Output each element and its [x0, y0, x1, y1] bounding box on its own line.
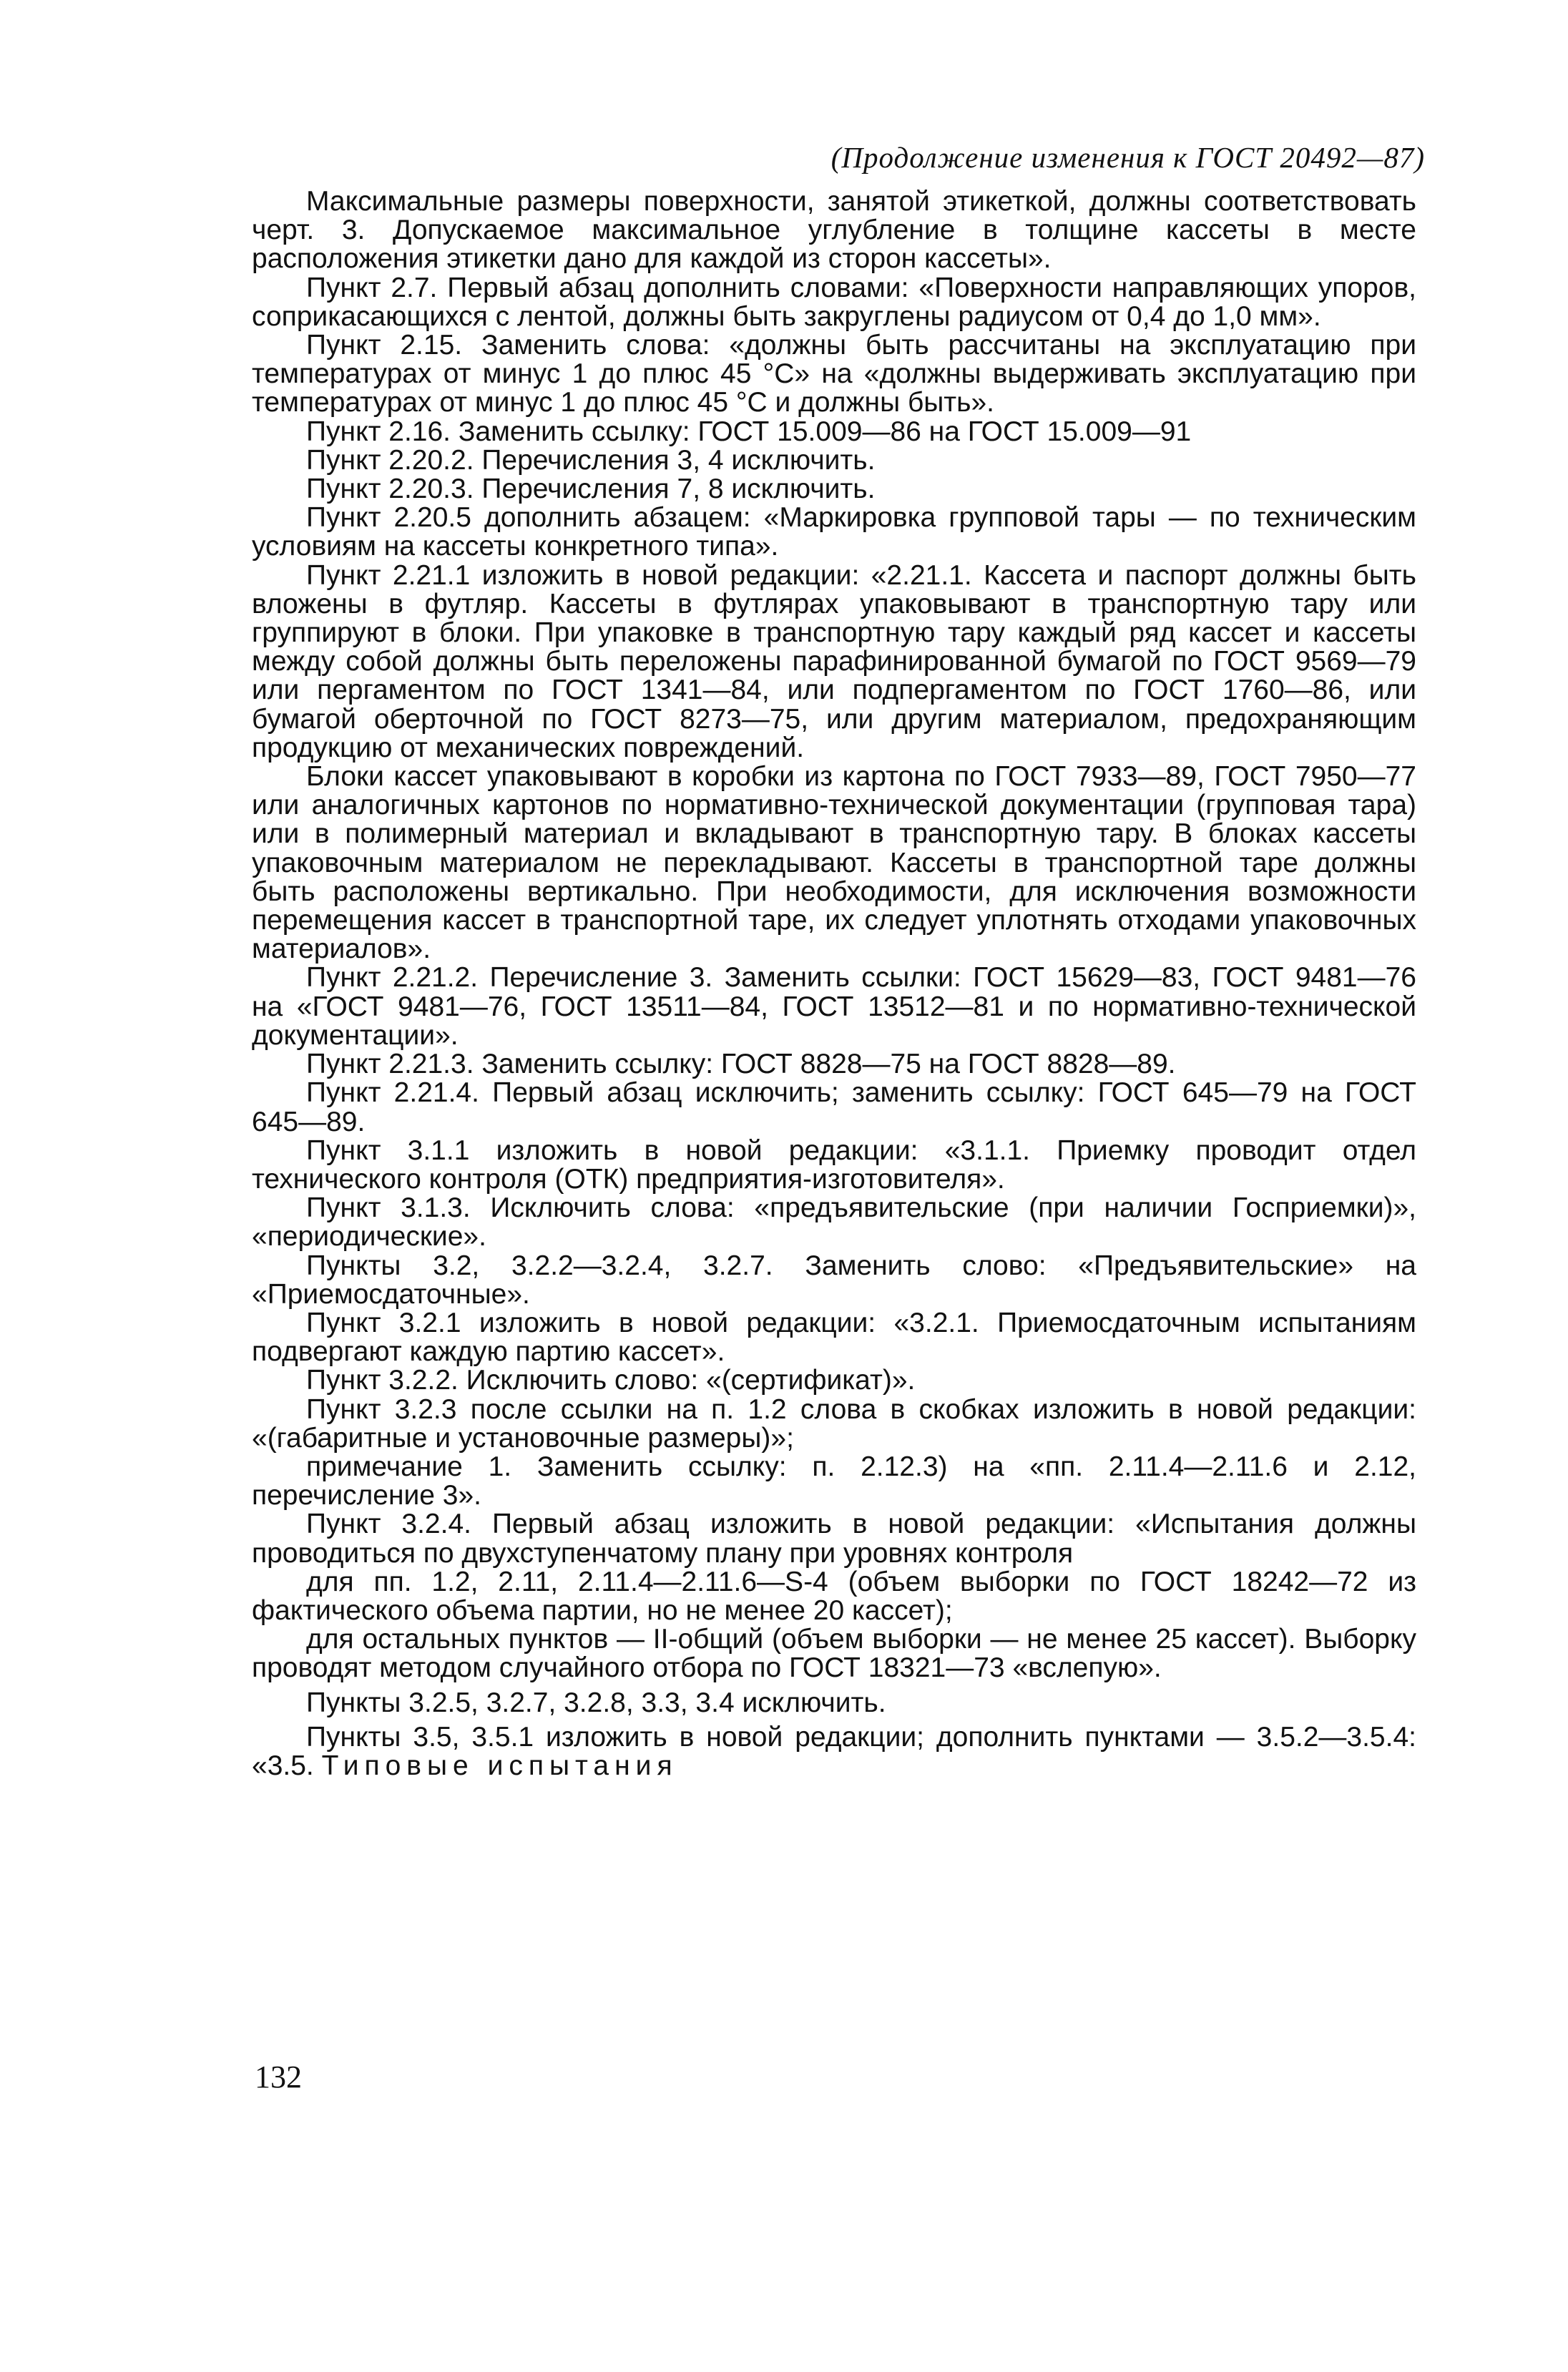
- paragraph: Пункт 2.15. Заменить слова: «должны быть рассчитаны на эксплуатацию при температурах от минус 1 до плюс 45 °С» на «должны выдерживать эксплуатацию при температурах от минус 1 до плюс 45 °С и должны быть».: [252, 330, 1416, 418]
- paragraph-text: Пункты 3.5, 3.5.1 изложить в новой редакции; дополнить пунктами — 3.5.2—3.5.4: «3.5.: [252, 1721, 1416, 1781]
- paragraph: Пункт 2.21.3. Заменить ссылку: ГОСТ 8828—75 на ГОСТ 8828—89.: [306, 1049, 1176, 1080]
- paragraph: [252, 1723, 1416, 1780]
- paragraph: Пункт 3.2.3 после ссылки на п. 1.2 слова в скобках изложить в новой редакции: «(габаритные и установочные размеры)»;: [252, 1393, 1416, 1454]
- paragraph: Максимальные размеры поверхности, занятой этикеткой, должны соответствовать черт. 3. Допускаемое максимальное углубление в толщине кассеты в месте расположения этикетки дано для каждой из сторон кассеты».: [252, 186, 1416, 275]
- body-text: [252, 187, 1416, 1780]
- paragraph: для остальных пунктов — II-общий (объем выборки — не менее 25 кассет). Выборку проводят методом случайного отбора по ГОСТ 18321—73 «вслепую».: [252, 1624, 1416, 1684]
- paragraph: Блоки кассет упаковывают в коробки из картона по ГОСТ 7933—89, ГОСТ 7950—77 или аналогичных картонов по нормативно-технической документации (групповая тара) или в полимерный материал и вкладывают в транспортную тару. В блоках кассеты упаковочным материалом не перекладывают. Кассеты в транспортной таре должны быть расположены вертикально. При необходимости, для исключения возможности перемещения кассет в транспортной таре, их следует уплотнять отходами упаковочных материалов».: [252, 761, 1416, 965]
- paragraph: Пункт 2.20.3. Перечисления 7, 8 исключить.: [306, 474, 876, 505]
- paragraph: Пункт 2.21.2. Перечисление 3. Заменить ссылки: ГОСТ 15629—83, ГОСТ 9481—76 на «ГОСТ 9481—76, ГОСТ 13511—84, ГОСТ 13512—81 и по нормативно-технической документации».: [252, 962, 1416, 1051]
- page-number: 132: [255, 2059, 302, 2094]
- paragraph: Пункт 3.2.1 изложить в новой редакции: «3.2.1. Приемосдаточным испытаниям подвергают каждую партию кассет».: [252, 1307, 1416, 1368]
- paragraph: Пункт 3.1.3. Исключить слова: «предъявительские (при наличии Госприемки)», «периодические».: [252, 1192, 1416, 1253]
- paragraph: Пункт 2.7. Первый абзац дополнить словами: «Поверхности направляющих упоров, соприкасающихся с лентой, должны быть закруглены радиусом от 0,4 до 1,0 мм».: [252, 272, 1416, 332]
- paragraph: Пункт 2.20.2. Перечисления 3, 4 исключить.: [306, 444, 876, 476]
- paragraph: Пункты 3.2.5, 3.2.7, 3.2.8, 3.3, 3.4 исключить.: [306, 1687, 886, 1718]
- paragraph: Пункт 2.20.5 дополнить абзацем: «Маркировка групповой тары — по техническим условиям на кассеты конкретного типа».: [252, 502, 1416, 562]
- paragraph: для пп. 1.2, 2.11, 2.11.4—2.11.6—S-4 (объем выборки по ГОСТ 18242—72 из фактического объема партии, но не менее 20 кассет);: [252, 1566, 1416, 1626]
- paragraph: Пункт 3.2.2. Исключить слово: «(сертификат)».: [306, 1365, 916, 1396]
- paragraph: Пункт 2.21.1 изложить в новой редакции: «2.21.1. Кассета и паспорт должны быть вложены в футляр. Кассеты в футлярах упаковывают в транспортную тару или группируют в блоки. При упаковке в транспортную тару каждый ряд кассет и кассеты между собой должны быть переложены парафинированной бумагой по ГОСТ 9569—79 или пергаментом по ГОСТ 1341—84, или подпергаментом по ГОСТ 1760—86, или бумагой оберточной по ГОСТ 8273—75, или другим материалом, предохраняющим продукцию от механических повреждений.: [252, 559, 1416, 763]
- spaced-heading: Типовые испытания: [321, 1750, 678, 1781]
- paragraph: Пункты 3.2, 3.2.2—3.2.4, 3.2.7. Заменить слово: «Предъявительские» на «Приемосдаточные».: [252, 1250, 1416, 1310]
- paragraph: Пункт 3.1.1 изложить в новой редакции: «3.1.1. Приемку проводит отдел технического контроля (ОТК) предприятия-изготовителя».: [252, 1134, 1416, 1195]
- paragraph: Пункт 2.21.4. Первый абзац исключить; заменить ссылку: ГОСТ 645—79 на ГОСТ 645—89.: [252, 1077, 1416, 1137]
- paragraph: примечание 1. Заменить ссылку: п. 2.12.3) на «пп. 2.11.4—2.11.6 и 2.12, перечисление 3».: [252, 1451, 1416, 1511]
- paragraph: Пункт 2.16. Заменить ссылку: ГОСТ 15.009—86 на ГОСТ 15.009—91: [306, 416, 1192, 447]
- paragraph: Пункт 3.2.4. Первый абзац изложить в новой редакции: «Испытания должны проводиться по двухступенчатому плану при уровнях контроля: [252, 1509, 1416, 1569]
- running-header: (Продолжение изменения к ГОСТ 20492—87): [830, 141, 1425, 174]
